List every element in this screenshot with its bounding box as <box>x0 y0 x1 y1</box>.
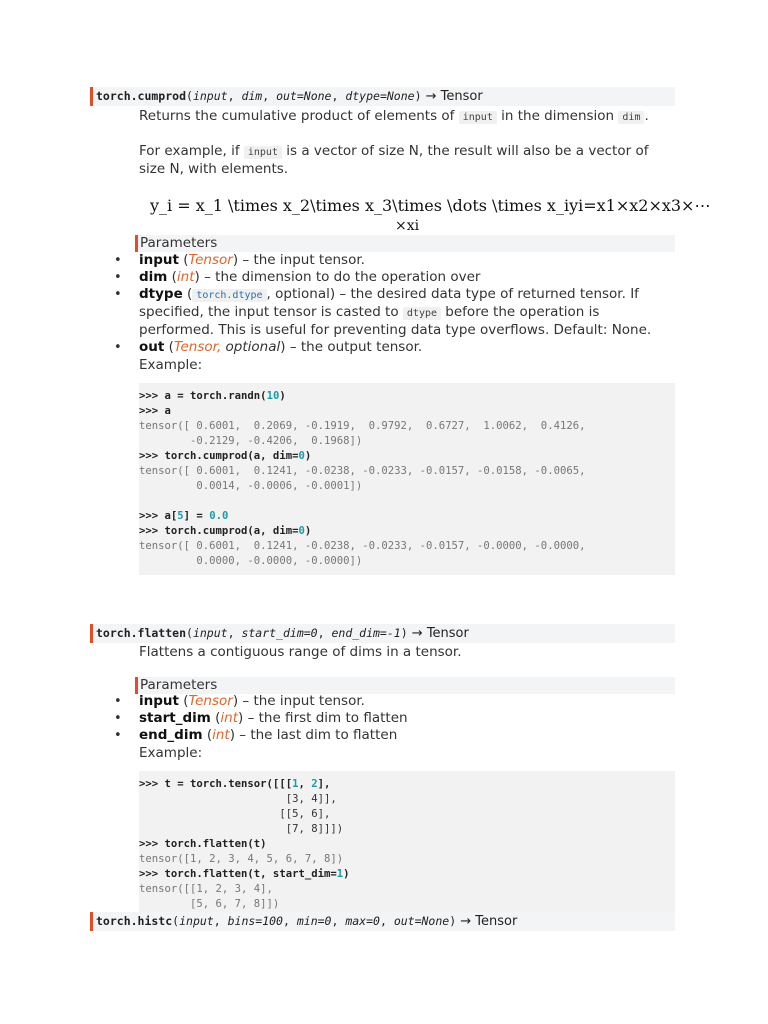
list-item <box>114 710 408 727</box>
code-line: [5, 6, 7, 8]]) <box>139 898 280 910</box>
cumprod-signature <box>90 87 675 106</box>
code-line: 0.0000, -0.0000, -0.0000]) <box>139 555 363 567</box>
cumprod-example-text <box>139 142 648 162</box>
inline-code: input <box>244 146 282 159</box>
param-optional: , optional) <box>266 286 336 302</box>
inline-code: dim <box>618 111 644 124</box>
code-line: tensor([ 0.6001, 0.2069, -0.1919, 0.9792, 0.6727, 1.0062, 0.4126, <box>139 420 586 432</box>
code-line: tensor([ 0.6001, 0.1241, -0.0238, -0.0233, -0.0157, -0.0158, -0.0065, <box>139 465 586 477</box>
math-formula-cont: ×xi <box>395 218 420 234</box>
param-out: out=None <box>393 914 450 928</box>
param-name: end_dim <box>139 727 203 743</box>
param-dtype: dtype=None <box>345 89 415 103</box>
param-max: max=0 <box>345 914 380 928</box>
code-block <box>139 383 675 575</box>
histc-signature <box>90 912 675 931</box>
param-end-dim: end_dim=-1 <box>331 626 401 640</box>
list-item <box>114 252 651 269</box>
paren: ) <box>232 693 239 709</box>
param-desc: – the input tensor. <box>238 693 365 709</box>
param-input: input <box>192 626 228 640</box>
return-type: → Tensor <box>421 89 483 104</box>
param-min: min=0 <box>296 914 332 928</box>
code-line: >>> a[5] = 0.0 <box>139 510 229 522</box>
paren: ) <box>194 269 200 285</box>
paren: ( <box>186 626 193 640</box>
function-name: torch.cumprod <box>96 89 187 103</box>
param-desc: before the operation is <box>441 304 600 320</box>
comma: , <box>262 89 277 103</box>
paren: ( <box>186 89 193 103</box>
param-name: dtype <box>139 286 183 302</box>
comma: , <box>317 626 332 640</box>
code-line: tensor([[1, 2, 3, 4], <box>139 883 273 895</box>
code-line: tensor([ 0.6001, 0.1241, -0.0238, -0.0233, -0.0157, -0.0000, -0.0000, <box>139 540 586 552</box>
return-type: → Tensor <box>407 626 469 641</box>
flatten-param-list <box>114 693 408 744</box>
param-start-dim: start_dim=0 <box>241 626 318 640</box>
comma: , <box>227 626 242 640</box>
paren: ( <box>172 914 180 928</box>
paren: ) <box>280 339 286 355</box>
param-out: out=None <box>276 89 332 103</box>
param-type-link[interactable]: int <box>220 710 238 726</box>
paren: ( <box>178 693 189 709</box>
param-desc: – the output tensor. <box>285 339 423 355</box>
code-line: [[5, 6], <box>139 808 331 820</box>
paren: ) <box>414 89 422 103</box>
code-line <box>139 494 675 509</box>
list-item <box>114 339 651 356</box>
parameters-heading: Parameters <box>135 235 675 252</box>
inline-code: dtype <box>403 307 441 320</box>
desc-text: For example, if <box>139 143 244 159</box>
cumprod-param-list <box>114 252 651 356</box>
code-line: -0.2129, -0.4206, 0.1968]) <box>139 435 363 447</box>
comma: , <box>213 914 228 928</box>
param-desc: – the first dim to flatten <box>243 710 408 726</box>
param-name: dim <box>139 269 168 285</box>
param-optional: optional <box>221 339 281 355</box>
comma: , <box>379 914 394 928</box>
example-label: Example: <box>139 357 203 373</box>
param-type-link[interactable]: int <box>212 727 230 743</box>
function-name: torch.histc <box>96 914 173 928</box>
paren: ) <box>238 710 244 726</box>
cumprod-example-text-2: size N, with elements. <box>139 161 289 177</box>
comma: , <box>282 914 297 928</box>
param-name: input <box>139 252 179 268</box>
code-line: [7, 8]]]) <box>139 823 344 835</box>
param-bins: bins=100 <box>227 914 283 928</box>
param-type-link[interactable]: Tensor <box>188 252 233 268</box>
list-item <box>114 693 408 710</box>
param-type-link[interactable]: int <box>176 269 195 285</box>
code-line: >>> a <box>139 405 171 417</box>
flatten-description: Flattens a contiguous range of dims in a tensor. <box>139 644 462 660</box>
paren: ) <box>449 914 457 928</box>
param-desc: – the last dim to flatten <box>235 727 398 743</box>
paren: ( <box>164 339 174 355</box>
paren: ) <box>229 727 235 743</box>
paren: ( <box>167 269 177 285</box>
paren: ( <box>178 252 189 268</box>
list-item <box>114 286 651 339</box>
paren: ) <box>232 252 239 268</box>
code-line: >>> t = torch.tensor([[[1, 2], <box>139 778 331 790</box>
paren: ( <box>202 727 213 743</box>
param-type-link[interactable]: Tensor <box>188 693 233 709</box>
param-desc: performed. This is useful for preventing data type overflows. Default: None. <box>139 322 652 338</box>
code-line: 0.0014, -0.0006, -0.0001]) <box>139 480 363 492</box>
param-desc: – the dimension to do the operation over <box>199 269 481 285</box>
desc-text: in the dimension <box>496 108 619 124</box>
paren: ( <box>182 286 193 302</box>
return-type: → Tensor <box>456 914 518 929</box>
param-desc: specified, the input tensor is casted to <box>139 304 403 320</box>
code-line: >>> torch.flatten(t, start_dim=1) <box>139 868 350 880</box>
inline-code: input <box>459 111 497 124</box>
math-formula: y_i = x_1 \times x_2\times x_3\times \dots \times x_iyi=x1×x2×x3×⋯ <box>150 196 711 215</box>
comma: , <box>331 89 346 103</box>
param-name: input <box>139 693 179 709</box>
code-line: >>> torch.flatten(t) <box>139 838 267 850</box>
code-line: tensor([1, 2, 3, 4, 5, 6, 7, 8]) <box>139 853 344 865</box>
param-dim: dim <box>241 89 263 103</box>
code-line: [3, 4]], <box>139 793 337 805</box>
param-type-link[interactable]: Tensor, <box>173 339 222 355</box>
code-line: >>> torch.cumprod(a, dim=0) <box>139 525 312 537</box>
param-type-link[interactable]: torch.dtype <box>192 289 266 302</box>
comma: , <box>331 914 346 928</box>
param-input: input <box>192 89 228 103</box>
comma: , <box>227 89 242 103</box>
function-name: torch.flatten <box>96 626 187 640</box>
paren: ( <box>210 710 221 726</box>
param-name: out <box>139 339 165 355</box>
param-input: input <box>179 914 214 928</box>
param-desc: – the input tensor. <box>238 252 365 268</box>
flatten-signature <box>90 624 675 643</box>
code-line: >>> torch.cumprod(a, dim=0) <box>139 450 312 462</box>
list-item <box>114 269 651 286</box>
example-label: Example: <box>139 745 203 761</box>
code-block <box>139 771 675 918</box>
parameters-heading: Parameters <box>135 677 675 694</box>
param-desc: – the desired data type of returned tensor. If <box>335 286 639 302</box>
cumprod-description <box>139 107 649 127</box>
desc-text: is a vector of size N, the result will also be a vector of <box>281 143 649 159</box>
desc-text: Returns the cumulative product of elements of <box>139 108 459 124</box>
param-name: start_dim <box>139 710 211 726</box>
list-item <box>114 727 408 744</box>
paren: ) <box>400 626 408 640</box>
desc-text: . <box>644 108 649 124</box>
code-line: >>> a = torch.randn(10) <box>139 390 286 402</box>
